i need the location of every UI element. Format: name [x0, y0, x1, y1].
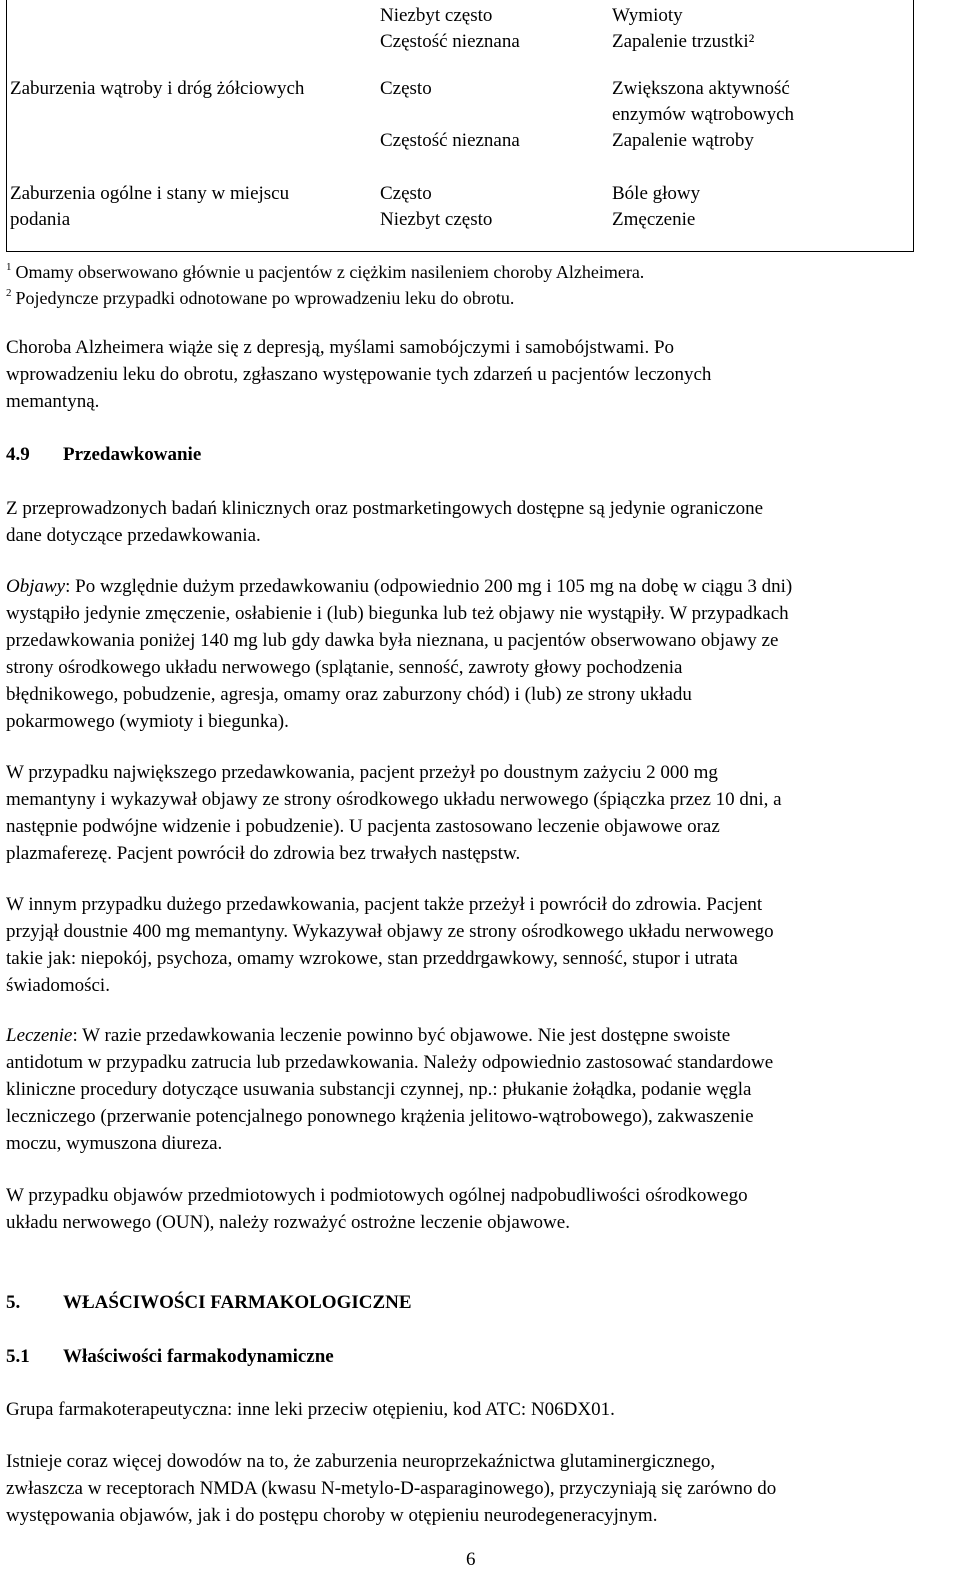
text-line: pokarmowego (wymioty i biegunka). [6, 711, 289, 732]
paragraph-cns-hyperexcitability [6, 1182, 950, 1236]
text-line: dane dotyczące przedawkowania. [6, 525, 261, 546]
cell-text-line: Niezbyt często [380, 5, 493, 26]
text-line: strony ośrodkowego układu nerwowego (splątanie, senność, zawroty głowy pochodzenia [6, 657, 683, 678]
section-title: WŁAŚCIWOŚCI FARMAKOLOGICZNE [63, 1292, 412, 1313]
text-line: przedawkowania poniżej 140 mg lub gdy dawka była nieznana, u pacjentów obserwowano objawy ze [6, 630, 779, 651]
section-heading-5 [6, 1289, 412, 1316]
section-number: 4.9 [6, 444, 30, 465]
text-line: W innym przypadku dużego przedawkowania, pacjent także przeżył i powrócił do zdrowia. Pacjent [6, 894, 763, 915]
symptoms-label: Objawy [6, 576, 66, 597]
cell-text-line: Zmęczenie [612, 209, 696, 230]
footnote-text: Pojedyncze przypadki odnotowane po wprowadzeniu leku do obrotu. [15, 288, 515, 308]
cell-text-line: Częstość nieznana [380, 31, 520, 52]
cell-text-line: Zapalenie trzustki² [612, 31, 755, 52]
cell-text-line: Często [380, 78, 432, 99]
reaction-cell [612, 181, 912, 233]
footnote-mark: 2 [6, 287, 12, 299]
text-line: antidotum w przypadku zatrucia lub przedawkowania. Należy odpowiednio zastosować standardowe [6, 1052, 774, 1073]
cell-text-line: Częstość nieznana [380, 130, 520, 151]
paragraph-pharmacotherapeutic-group [6, 1396, 950, 1423]
cell-text-line: Zapalenie wątroby [612, 130, 754, 151]
text-line: następnie podwójne widzenie i pobudzenie). U pacjenta zastosowano leczenie objawowe oraz [6, 816, 720, 837]
text-line: plazmaferezę. Pacjent powrócił do zdrowia bez trwałych następstw. [6, 843, 521, 864]
section-number: 5. [6, 1292, 21, 1313]
cell-text-line: Zaburzenia wątroby i dróg żółciowych [10, 78, 305, 99]
text-line: układu nerwowego (OUN), należy rozważyć ostrożne leczenie objawowe. [6, 1212, 570, 1233]
treatment-label: Leczenie [6, 1025, 73, 1046]
paragraph-other-case [6, 891, 950, 999]
section-title: Właściwości farmakodynamiczne [63, 1346, 334, 1367]
paragraph-glutamatergic-evidence [6, 1448, 950, 1529]
text-line: W przypadku objawów przedmiotowych i podmiotowych ogólnej nadpobudliwości ośrodkowego [6, 1185, 748, 1206]
text-line: Z przeprowadzonych badań klinicznych oraz postmarketingowych dostępne są jedynie ograniczone [6, 498, 764, 519]
section-heading-5-1 [6, 1343, 334, 1370]
text-fragment: : Po względnie dużym przedawkowaniu (odpowiednio 200 mg i 105 mg na dobę w ciągu 3 dni) [65, 576, 793, 597]
cell-text-line: Wymioty [612, 5, 683, 26]
cell-text-line: enzymów wątrobowych [612, 104, 795, 125]
cell-text-line: Zaburzenia ogólne i stany w miejscu [10, 183, 290, 204]
cell-text-line: Często [380, 183, 432, 204]
footnote-2 [6, 280, 514, 311]
text-line: memantyny i wykazywał objawy ze strony ośrodkowego układu nerwowego (śpiączka przez 10 dni, a [6, 789, 782, 810]
cell-text-line: Zwiększona aktywność [612, 78, 790, 99]
reaction-cell [612, 3, 912, 55]
organ-class-cell [10, 76, 376, 102]
organ-class-cell [10, 181, 376, 233]
text-line: moczu, wymuszona diureza. [6, 1133, 223, 1154]
footnote-text: Omamy obserwowano głównie u pacjentów z ciężkim nasileniem choroby Alzheimera. [15, 262, 645, 282]
section-heading-4-9 [6, 441, 201, 468]
page-number: 6 [466, 1549, 476, 1570]
frequency-cell [380, 3, 608, 55]
text-line [6, 573, 950, 600]
paragraph-symptoms [6, 573, 950, 735]
paragraph-alzheimer-depression [6, 334, 950, 415]
text-line: Istnieje coraz więcej dowodów na to, że zaburzenia neuroprzekaźnictwa glutaminergicznego, [6, 1451, 716, 1472]
text-fragment: : W razie przedawkowania leczenie powinno być objawowe. Nie jest dostępne swoiste [72, 1025, 731, 1046]
text-line: Choroba Alzheimera wiąże się z depresją, myślami samobójczymi i samobójstwami. Po [6, 337, 675, 358]
text-line: przyjął doustnie 400 mg memantyny. Wykazywał objawy ze strony ośrodkowego układu nerwowego [6, 921, 774, 942]
text-line: występowania objawów, jak i do postępu choroby w otępieniu neurodegeneracyjnym. [6, 1505, 658, 1526]
frequency-cell [380, 181, 608, 233]
text-line: takie jak: niepokój, psychoza, omamy wzrokowe, stan przeddrgawkowy, senność, stupor i utrata [6, 948, 738, 969]
frequency-cell [380, 76, 608, 154]
paragraph-largest-overdose [6, 759, 950, 867]
paragraph-overdose-intro [6, 495, 950, 549]
text-line: wystąpiło jedynie zmęczenie, osłabienie i (lub) biegunka lub też objawy nie wystąpiły. W przypadkach [6, 603, 789, 624]
text-line: leczniczego (przerwanie potencjalnego ponownego krążenia jelitowo-wątrobowego), zakwaszenie [6, 1106, 754, 1127]
section-title: Przedawkowanie [63, 444, 202, 465]
text-line: świadomości. [6, 975, 110, 996]
text-line [6, 1022, 950, 1049]
adverse-reactions-table [6, 0, 914, 252]
paragraph-treatment [6, 1022, 950, 1157]
text-line: memantyną. [6, 391, 100, 412]
text-line: Grupa farmakoterapeutyczna: inne leki przeciw otępieniu, kod ATC: N06DX01. [6, 1399, 615, 1420]
cell-text-line: Niezbyt często [380, 209, 493, 230]
text-line: W przypadku największego przedawkowania, pacjent przeżył po doustnym zażyciu 2 000 mg [6, 762, 718, 783]
cell-text-line: Bóle głowy [612, 183, 701, 204]
section-number: 5.1 [6, 1346, 30, 1367]
text-line: kliniczne procedury dotyczące usuwania substancji czynnej, np.: płukanie żołądka, podanie węgla [6, 1079, 752, 1100]
text-line: zwłaszcza w receptorach NMDA (kwasu N-metylo-D-asparaginowego), przyczyniają się zarówno do [6, 1478, 777, 1499]
text-line: błędnikowego, pobudzenie, agresja, omamy oraz zaburzony chód) i (lub) ze strony układu [6, 684, 692, 705]
footnote-mark: 1 [6, 261, 12, 273]
cell-text-line: podania [10, 209, 71, 230]
text-line: wprowadzeniu leku do obrotu, zgłaszano występowanie tych zdarzeń u pacjentów leczonych [6, 364, 712, 385]
reaction-cell [612, 76, 912, 154]
